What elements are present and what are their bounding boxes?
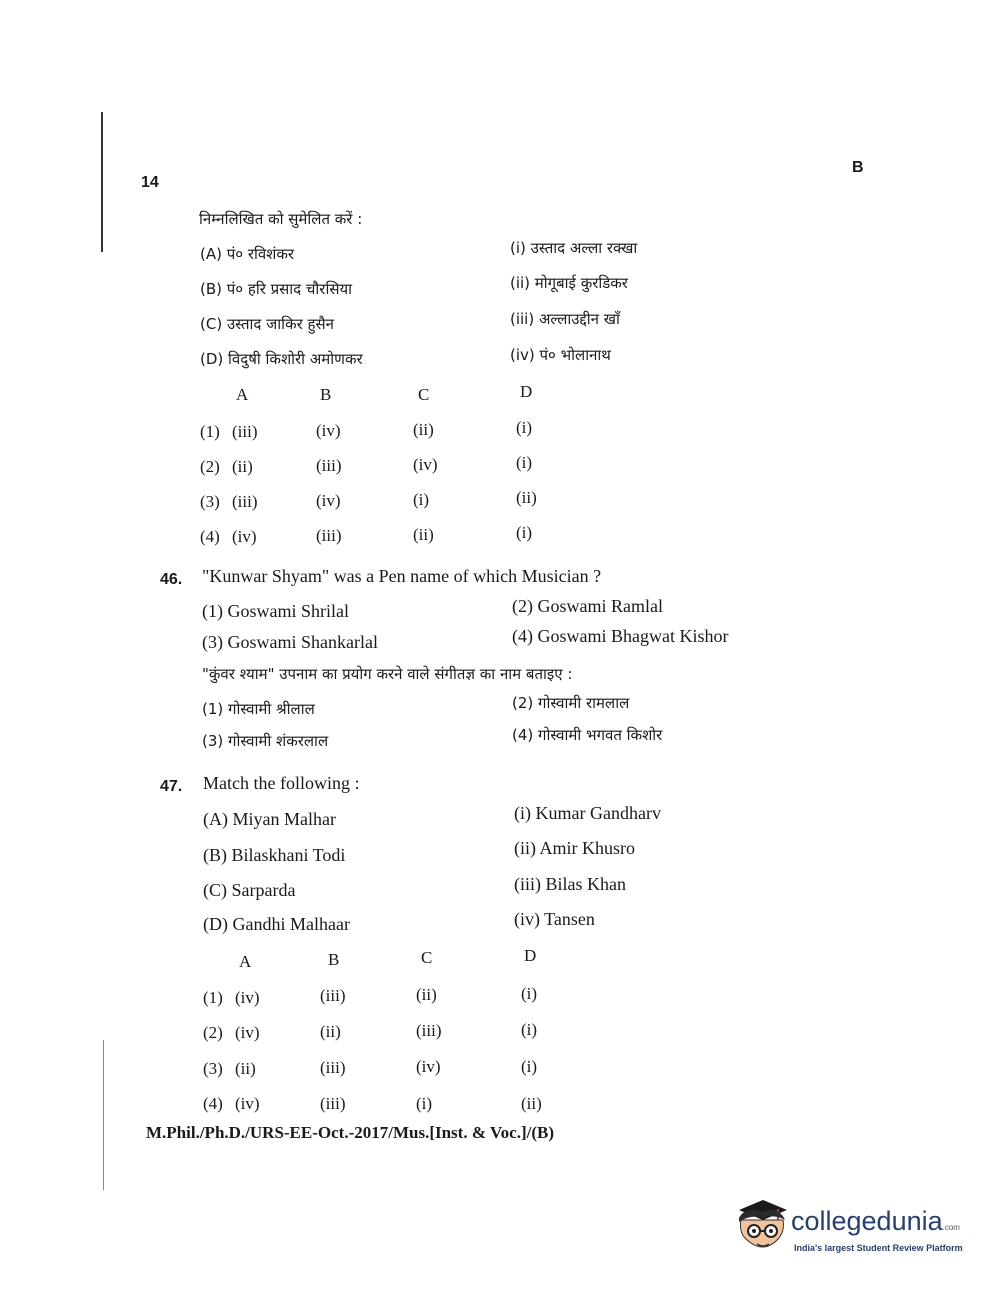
option-cell: (iii) <box>316 526 342 545</box>
q45-left-item: (B) पं० हरि प्रसाद चौरसिया <box>200 280 353 298</box>
q47-right-item: (i) Kumar Gandharv <box>514 803 661 823</box>
option-number: (2) <box>200 457 220 476</box>
q46-option-hi: (2) गोस्वामी रामलाल <box>512 694 630 712</box>
option-cell: (iii) <box>316 456 342 475</box>
option-number: (2) <box>203 1023 223 1042</box>
column-header: C <box>418 385 430 404</box>
option-cell: (ii) <box>320 1022 341 1041</box>
option-cell: (iv) <box>316 491 341 510</box>
scan-margin-mark <box>101 112 103 252</box>
option-cell: (iv) <box>235 1023 260 1042</box>
option-cell: (iii) <box>320 1058 346 1077</box>
q47-right-item: (iii) Bilas Khan <box>514 874 626 894</box>
q46-option-hi: (1) गोस्वामी श्रीलाल <box>202 700 315 718</box>
logo-wordmark: collegedunia.com <box>791 1206 960 1236</box>
column-header: A <box>239 952 252 971</box>
collegedunia-logo <box>733 1198 963 1268</box>
option-cell: (iii) <box>232 492 258 511</box>
option-cell: (iv) <box>235 988 260 1007</box>
q45-left-item: (D) विदुषी किशोरी अमोणकर <box>200 350 363 368</box>
scan-margin-mark <box>103 1040 104 1190</box>
option-cell: (iv) <box>416 1057 441 1076</box>
q46-option-en: (4) Goswami Bhagwat Kishor <box>512 626 729 646</box>
q45-instruction: निम्नलिखित को सुमेलित करें : <box>199 210 363 228</box>
q45-right-item: (iii) अल्लाउद्दीन खाँ <box>510 310 620 328</box>
q47-number: 47. <box>160 778 183 795</box>
option-cell: (ii) <box>413 420 434 439</box>
q45-right-item: (iv) पं० भोलानाथ <box>510 346 611 364</box>
option-cell: (i) <box>413 490 430 509</box>
paper-code-footer: M.Phil./Ph.D./URS-EE-Oct.-2017/Mus.[Inst. & Voc.]/(B) <box>146 1123 554 1142</box>
option-cell: (iv) <box>232 527 257 546</box>
column-header: D <box>520 382 533 401</box>
option-cell: (iv) <box>413 455 438 474</box>
option-cell: (i) <box>416 1094 433 1113</box>
column-header: A <box>236 385 249 404</box>
option-cell: (ii) <box>413 525 434 544</box>
option-cell: (iv) <box>235 1094 260 1113</box>
option-cell: (i) <box>516 418 533 437</box>
column-header: D <box>524 946 537 965</box>
option-cell: (ii) <box>232 457 253 476</box>
q46-question-en: "Kunwar Shyam" was a Pen name of which Musician ? <box>202 566 602 586</box>
q45-right-item: (ii) मोगूबाई कुरडिकर <box>510 274 628 292</box>
option-number: (1) <box>200 422 220 441</box>
q45-left-item: (A) पं० रविशंकर <box>200 245 295 263</box>
q46-option-hi: (4) गोस्वामी भगवत किशोर <box>512 726 663 744</box>
option-cell: (ii) <box>235 1059 256 1078</box>
option-number: (4) <box>203 1094 223 1113</box>
option-cell: (ii) <box>416 985 437 1004</box>
option-cell: (iv) <box>316 421 341 440</box>
q46-number: 46. <box>160 571 183 588</box>
option-number: (3) <box>203 1059 223 1078</box>
option-cell: (iii) <box>320 1094 346 1113</box>
option-number: (3) <box>200 492 220 511</box>
q47-left-item: (D) Gandhi Malhaar <box>203 914 350 934</box>
q46-option-hi: (3) गोस्वामी शंकरलाल <box>202 732 329 750</box>
column-header: C <box>421 948 433 967</box>
q47-left-item: (A) Miyan Malhar <box>203 809 336 829</box>
column-header: B <box>328 950 340 969</box>
option-cell: (i) <box>521 1057 538 1076</box>
option-cell: (iii) <box>320 986 346 1005</box>
q47-question-en: Match the following : <box>203 773 360 793</box>
option-number: (4) <box>200 527 220 546</box>
q45-left-item: (C) उस्ताद जाकिर हुसैन <box>200 315 334 333</box>
q46-option-en: (3) Goswami Shankarlal <box>202 632 378 652</box>
q47-right-item: (iv) Tansen <box>514 909 595 929</box>
q46-option-en: (1) Goswami Shrilal <box>202 601 349 621</box>
q45-right-item: (i) उस्ताद अल्ला रक्खा <box>510 239 638 257</box>
logo-tagline: India's largest Student Review Platform <box>794 1243 963 1253</box>
option-cell: (i) <box>521 984 538 1003</box>
option-cell: (i) <box>516 453 533 472</box>
page-number: 14 <box>141 174 159 191</box>
mascot-icon <box>733 1198 791 1260</box>
option-cell: (i) <box>521 1020 538 1039</box>
q47-left-item: (C) Sarparda <box>203 880 296 900</box>
q46-option-en: (2) Goswami Ramlal <box>512 596 663 616</box>
option-cell: (iii) <box>416 1021 442 1040</box>
q47-right-item: (ii) Amir Khusro <box>514 838 635 858</box>
set-code: B <box>852 159 864 176</box>
q47-left-item: (B) Bilaskhani Todi <box>203 845 346 865</box>
option-number: (1) <box>203 988 223 1007</box>
option-cell: (iii) <box>232 422 258 441</box>
option-cell: (ii) <box>516 488 537 507</box>
column-header: B <box>320 385 332 404</box>
option-cell: (i) <box>516 523 533 542</box>
q46-question-hi: "कुंवर श्याम" उपनाम का प्रयोग करने वाले संगीतज्ञ का नाम बताइए : <box>202 665 573 683</box>
option-cell: (ii) <box>521 1094 542 1113</box>
